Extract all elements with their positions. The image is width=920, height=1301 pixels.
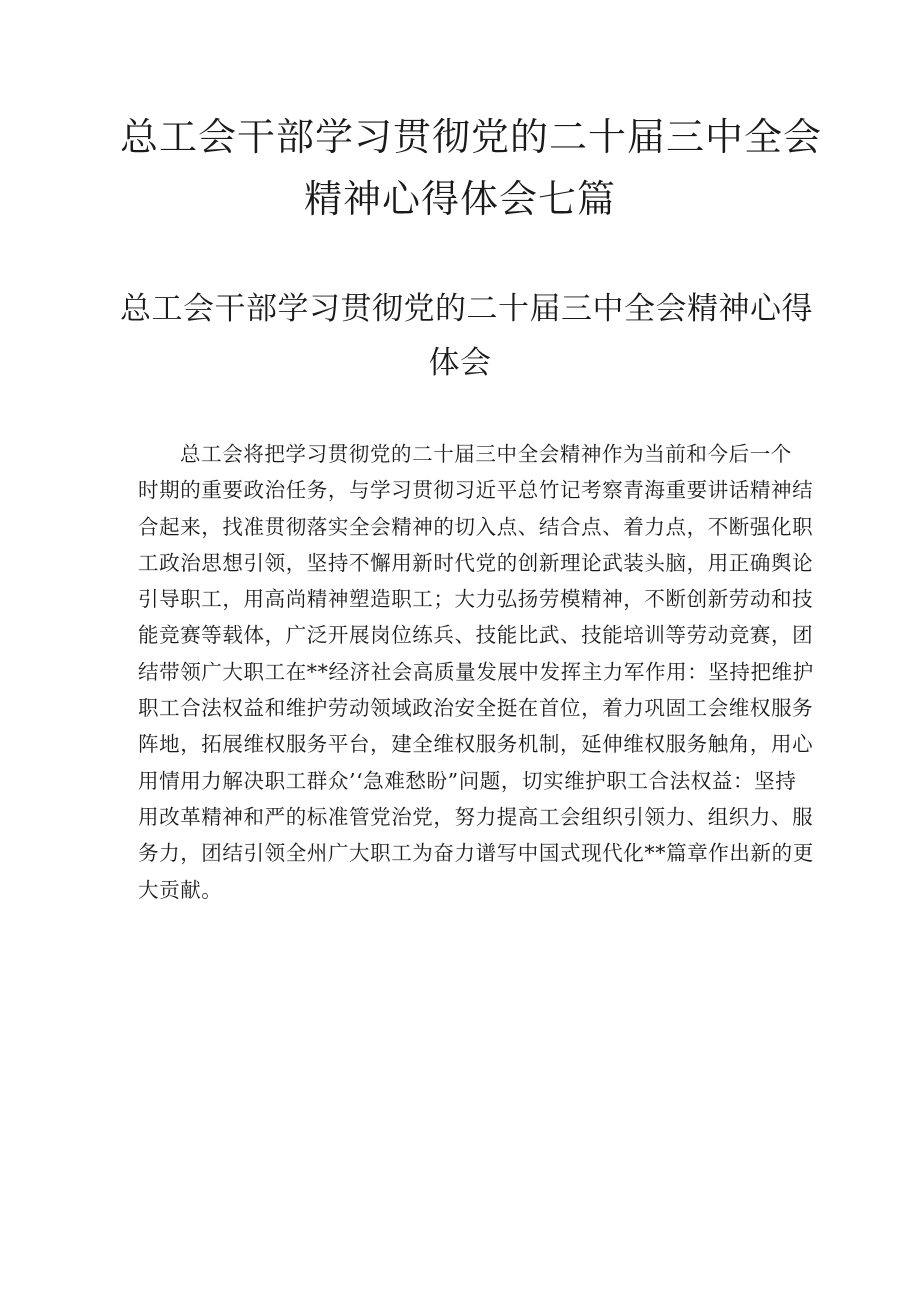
document-title [120, 106, 823, 230]
section-title-line-1: 总工会干部学习贯彻党的二十届三中全会精神心得 [120, 291, 813, 327]
paragraph-line: 大贡献。 [138, 877, 223, 902]
body-paragraph [138, 436, 814, 908]
paragraph-line: 职工合法权益和维护劳动领域政治安全挺在首位，着力巩固工会维权服务 [138, 696, 814, 721]
paragraph-line: 用情用力解决职工群众’‘急难愁盼”问题，切实维护职工合法权益：坚持 [138, 768, 797, 793]
paragraph-line: 合起来，找准贯彻落实全会精神的切入点、结合点、着力点，不断强化职 [138, 514, 814, 539]
section-title-line-2: 体会 [428, 345, 492, 381]
paragraph-line: 务力，团结引领全州广大职工为奋力谱写中国式现代化**篇章作出新的更 [138, 841, 814, 866]
document-title-line-2: 精神心得体会七篇 [303, 177, 616, 221]
document-title-line-1: 总工会干部学习贯彻党的二十届三中全会 [120, 115, 823, 159]
paragraph-line: 能竞赛等载体，广泛开展岗位练兵、技能比武、技能培训等劳动竞赛，团 [138, 623, 814, 648]
paragraph-line: 引导职工，用高尚精神塑造职工；大力弘扬劳模精神，不断创新劳动和技 [138, 587, 814, 612]
paragraph-line: 时期的重要政治任务，与学习贯彻习近平总竹记考察青海重要讲话精神结 [138, 478, 814, 503]
paragraph-line: 阵地，拓展维权服务平台，建全维权服务机制，延伸维权服务触角，用心 [138, 732, 814, 757]
paragraph-line: 用改革精神和严的标准管党治党，努力提高工会组织引领力、组织力、服 [138, 804, 814, 829]
paragraph-line: 结带领广大职工在**经济社会高质量发展中发挥主力军作用：坚持把维护 [138, 659, 814, 684]
paragraph-line: 工政治思想引领，坚持不懈用新时代党的创新理论武装头脑，用正确舆论 [138, 550, 814, 575]
section-title [120, 282, 813, 390]
paragraph-line: 总工会将把学习贯彻党的二十届三中全会精神作为当前和今后一个 [180, 442, 792, 466]
